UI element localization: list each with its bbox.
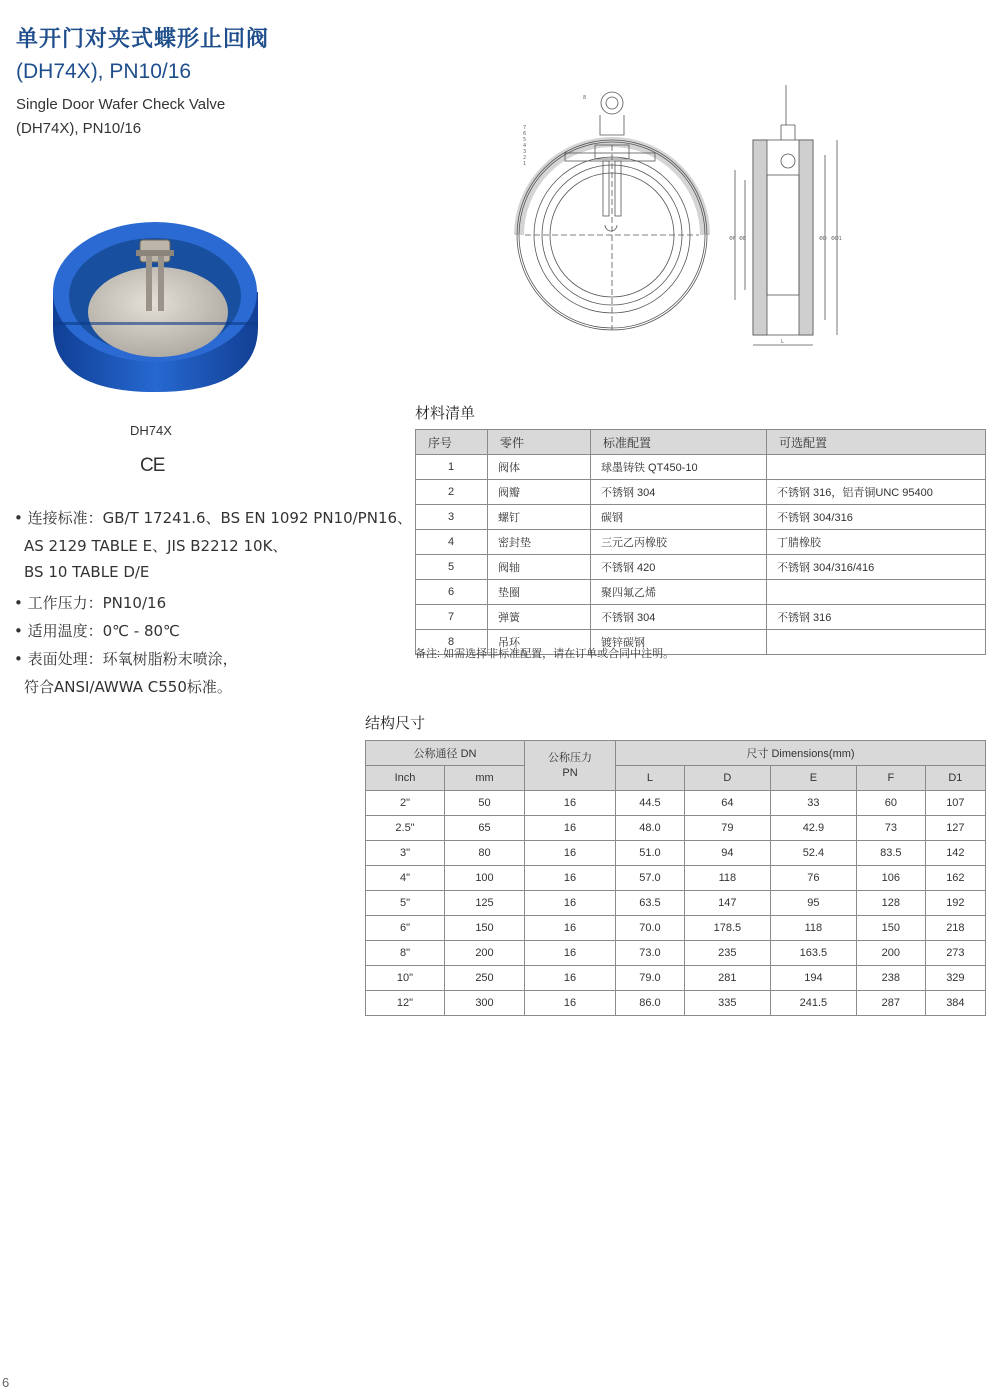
cell-mm: 150 — [445, 916, 525, 941]
col-header-e: E — [770, 766, 856, 791]
cell-inch: 4" — [366, 866, 445, 891]
table-row — [366, 841, 986, 866]
cell-standard: 球墨铸铁 QT450-10 — [591, 455, 767, 480]
front-view — [517, 92, 707, 330]
col-header-pn-line1: 公称压力 — [548, 751, 592, 764]
materials-note: 备注: 如需选择非标准配置，请在订单或合同中注明。 — [415, 648, 675, 660]
col-header-standard: 标准配置 — [591, 430, 767, 455]
spec-standard: • 连接标准：GB/T 17241.6、BS EN 1092 PN10/PN16、 — [14, 509, 413, 527]
cell-e: 194 — [770, 966, 856, 991]
cell-optional — [767, 630, 986, 655]
cell-no: 5 — [416, 555, 488, 580]
cell-no: 1 — [416, 455, 488, 480]
table-row — [366, 891, 986, 916]
product-model: DH74X — [130, 423, 172, 438]
cell-d: 178.5 — [684, 916, 770, 941]
page-title: 单开门对夹式蝶形止回阀 — [16, 26, 270, 51]
cell-mm: 100 — [445, 866, 525, 891]
label-phi-d: ΦD — [819, 236, 827, 242]
table-row — [416, 605, 986, 630]
cell-no: 7 — [416, 605, 488, 630]
dimensions-title: 结构尺寸 — [365, 715, 426, 732]
col-header-d1: D1 — [925, 766, 985, 791]
cell-inch: 10" — [366, 966, 445, 991]
spec-coating-cont: 符合ANSI/AWWA C550标准。 — [24, 678, 232, 696]
cell-pn: 16 — [525, 941, 616, 966]
cell-l: 48.0 — [616, 816, 685, 841]
cell-standard: 碳钢 — [591, 505, 767, 530]
cell-standard: 不锈钢 304 — [591, 480, 767, 505]
cell-optional: 不锈钢 316 — [767, 605, 986, 630]
dimensions-subheader-row — [366, 766, 986, 791]
cell-no: 6 — [416, 580, 488, 605]
cell-e: 52.4 — [770, 841, 856, 866]
side-view — [735, 85, 837, 345]
label-4: 4 — [523, 143, 527, 149]
cell-d: 235 — [684, 941, 770, 966]
cell-part: 阀轴 — [488, 555, 591, 580]
cell-optional: 不锈钢 304/316/416 — [767, 555, 986, 580]
cell-inch: 5" — [366, 891, 445, 916]
table-row — [366, 941, 986, 966]
table-row — [366, 791, 986, 816]
cell-f: 106 — [856, 866, 925, 891]
cell-optional: 丁腈橡胶 — [767, 530, 986, 555]
ce-mark-icon: CE — [140, 455, 165, 476]
page-number: 6 — [2, 1375, 10, 1390]
label-7: 7 — [523, 125, 527, 131]
cell-part: 垫圈 — [488, 580, 591, 605]
cell-inch: 3" — [366, 841, 445, 866]
cell-l: 79.0 — [616, 966, 685, 991]
cell-e: 241.5 — [770, 991, 856, 1016]
cell-f: 73 — [856, 816, 925, 841]
cell-d1: 218 — [925, 916, 985, 941]
cell-f: 128 — [856, 891, 925, 916]
cell-pn: 16 — [525, 866, 616, 891]
cell-d1: 107 — [925, 791, 985, 816]
valve-technical-drawing — [505, 85, 850, 350]
cell-mm: 200 — [445, 941, 525, 966]
cell-l: 70.0 — [616, 916, 685, 941]
label-phi-d1: ΦD1 — [831, 236, 842, 242]
col-header-inch: Inch — [366, 766, 445, 791]
spec-temperature: • 适用温度：0℃ - 80℃ — [14, 622, 180, 640]
cell-e: 42.9 — [770, 816, 856, 841]
materials-header-row — [416, 430, 986, 455]
cell-d: 118 — [684, 866, 770, 891]
subtitle-model: (DH74X), PN10/16 — [16, 120, 142, 137]
cell-inch: 6" — [366, 916, 445, 941]
cell-pn: 16 — [525, 816, 616, 841]
cell-part: 吊环 — [488, 630, 591, 655]
cell-standard: 不锈钢 420 — [591, 555, 767, 580]
table-row — [416, 505, 986, 530]
cell-d1: 162 — [925, 866, 985, 891]
table-row — [366, 966, 986, 991]
table-row — [416, 580, 986, 605]
label-6: 6 — [523, 131, 527, 137]
cell-d1: 192 — [925, 891, 985, 916]
cell-part: 阀体 — [488, 455, 591, 480]
cell-pn: 16 — [525, 991, 616, 1016]
label-l: L — [781, 339, 784, 345]
col-header-l: L — [616, 766, 685, 791]
page-title-model: (DH74X), PN10/16 — [16, 60, 192, 83]
cell-optional — [767, 580, 986, 605]
label-5: 5 — [523, 137, 527, 143]
cell-mm: 80 — [445, 841, 525, 866]
cell-l: 51.0 — [616, 841, 685, 866]
cell-mm: 65 — [445, 816, 525, 841]
cell-mm: 125 — [445, 891, 525, 916]
col-header-mm: mm — [445, 766, 525, 791]
table-row — [416, 555, 986, 580]
cell-e: 95 — [770, 891, 856, 916]
cell-d1: 273 — [925, 941, 985, 966]
cell-f: 287 — [856, 991, 925, 1016]
cell-part: 密封垫 — [488, 530, 591, 555]
cell-d1: 142 — [925, 841, 985, 866]
cell-e: 33 — [770, 791, 856, 816]
cell-d: 94 — [684, 841, 770, 866]
table-row — [416, 530, 986, 555]
cell-optional: 不锈钢 304/316 — [767, 505, 986, 530]
cell-pn: 16 — [525, 841, 616, 866]
cell-optional: 不锈钢 316，铝青铜UNC 95400 — [767, 480, 986, 505]
materials-table — [415, 429, 986, 655]
cell-f: 150 — [856, 916, 925, 941]
col-header-pn — [525, 741, 616, 791]
col-header-no: 序号 — [416, 430, 488, 455]
cell-inch: 8" — [366, 941, 445, 966]
spec-pressure: • 工作压力：PN10/16 — [14, 594, 167, 612]
cell-e: 76 — [770, 866, 856, 891]
cell-mm: 300 — [445, 991, 525, 1016]
cell-part: 阀瓣 — [488, 480, 591, 505]
cell-no: 2 — [416, 480, 488, 505]
dimensions-table — [365, 740, 986, 1016]
spec-coating: • 表面处理：环氧树脂粉末喷涂， — [14, 650, 238, 668]
cell-no: 8 — [416, 630, 488, 655]
cell-d: 147 — [684, 891, 770, 916]
cell-f: 238 — [856, 966, 925, 991]
materials-title: 材料清单 — [415, 405, 476, 422]
cell-f: 60 — [856, 791, 925, 816]
cell-inch: 2.5" — [366, 816, 445, 841]
cell-e: 118 — [770, 916, 856, 941]
cell-l: 73.0 — [616, 941, 685, 966]
cell-l: 86.0 — [616, 991, 685, 1016]
cell-no: 3 — [416, 505, 488, 530]
cell-inch: 2" — [366, 791, 445, 816]
col-header-f: F — [856, 766, 925, 791]
cell-d: 335 — [684, 991, 770, 1016]
label-phi-f: ΦF — [729, 236, 736, 242]
label-2: 2 — [523, 155, 527, 161]
cell-d: 281 — [684, 966, 770, 991]
cell-l: 63.5 — [616, 891, 685, 916]
cell-mm: 250 — [445, 966, 525, 991]
col-header-optional: 可选配置 — [767, 430, 986, 455]
cell-d1: 384 — [925, 991, 985, 1016]
cell-d1: 127 — [925, 816, 985, 841]
table-row — [366, 816, 986, 841]
col-header-dn: 公称通径 DN — [366, 741, 525, 766]
col-header-pn-line2: PN — [562, 766, 578, 779]
table-row — [366, 991, 986, 1016]
cell-part: 螺钉 — [488, 505, 591, 530]
cell-standard: 镀锌碳钢 — [591, 630, 767, 655]
cell-pn: 16 — [525, 791, 616, 816]
cell-e: 163.5 — [770, 941, 856, 966]
cell-standard: 三元乙丙橡胶 — [591, 530, 767, 555]
subtitle-en: Single Door Wafer Check Valve — [16, 96, 226, 113]
col-header-d: D — [684, 766, 770, 791]
col-header-part: 零件 — [488, 430, 591, 455]
table-row — [416, 455, 986, 480]
spec-standard-cont: AS 2129 TABLE E、JIS B2212 10K、 — [24, 537, 288, 555]
dimensions-header-row — [366, 741, 986, 766]
spec-standard-cont: BS 10 TABLE D/E — [24, 563, 150, 581]
label-8: 8 — [583, 95, 587, 101]
label-3: 3 — [523, 149, 527, 155]
table-row — [416, 480, 986, 505]
cell-f: 200 — [856, 941, 925, 966]
cell-pn: 16 — [525, 966, 616, 991]
cell-optional — [767, 455, 986, 480]
cell-mm: 50 — [445, 791, 525, 816]
cell-d: 79 — [684, 816, 770, 841]
cell-l: 57.0 — [616, 866, 685, 891]
table-row — [366, 866, 986, 891]
valve-photo — [48, 212, 263, 397]
cell-part: 弹簧 — [488, 605, 591, 630]
cell-l: 44.5 — [616, 791, 685, 816]
cell-standard: 不锈钢 304 — [591, 605, 767, 630]
col-header-dimensions: 尺寸 Dimensions(mm) — [616, 741, 986, 766]
label-1: 1 — [523, 161, 527, 167]
cell-standard: 聚四氟乙烯 — [591, 580, 767, 605]
cell-pn: 16 — [525, 891, 616, 916]
table-row — [366, 916, 986, 941]
cell-d: 64 — [684, 791, 770, 816]
cell-no: 4 — [416, 530, 488, 555]
cell-f: 83.5 — [856, 841, 925, 866]
label-phi-e: ΦE — [739, 236, 747, 242]
cell-inch: 12" — [366, 991, 445, 1016]
cell-pn: 16 — [525, 916, 616, 941]
cell-d1: 329 — [925, 966, 985, 991]
